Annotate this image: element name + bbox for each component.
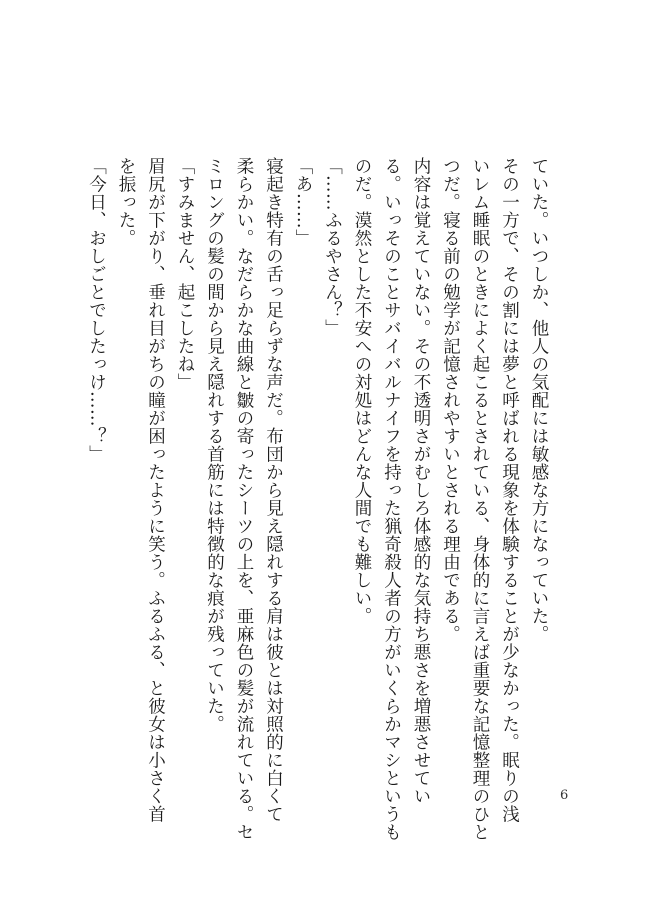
dialogue-line: 「すみません、起こしたね」 (175, 157, 195, 391)
text-line: ミロングの髪の間から見え隠れする首筋には特徴的な痕が残っていた。 (204, 157, 225, 733)
text-line: その一方で、その割には夢と呼ばれる現象を体験することが少なかった。眠りの浅 (499, 157, 520, 823)
dialogue-line: 「あ……」 (293, 157, 313, 247)
text-line: 寝起き特有の舌っ足らずな声だ。布団から見え隠れする肩は彼とは対照的に白くて (263, 157, 284, 823)
dialogue-line: 「……ふるやさん？」 (322, 157, 343, 337)
text-line: を振った。 (116, 157, 136, 247)
text-line: 内容は覚えていない。その不透明さがむしろ体感的な気持ち悪さを増悪させてい (411, 157, 431, 805)
text-line: ていた。いつしか、他人の気配には敏感な方になっていた。 (529, 157, 549, 643)
text-line: 眉尻が下がり、垂れ目がちの瞳が困ったように笑う。ふるふる、と彼女は小さく首 (145, 157, 166, 823)
text-line: る。いっそのことサバイバルナイフを持った猟奇殺人者の方がいくらかマシというも (381, 157, 402, 841)
vertical-text-body (81, 157, 553, 857)
dialogue-line: 「今日、おしごとでしたっけ……？」 (86, 157, 107, 463)
text-line: いレム睡眠のときによく起こるとされている、身体的に言えば重要な記憶整理のひと (470, 157, 490, 841)
text-line: 柔らかい。なだらかな曲線と皺の寄ったシーツの上を、亜麻色の髪が流れている。セ (234, 157, 254, 841)
text-line: つだ。寝る前の勉学が記憶されやすいとされる理由である。 (440, 157, 461, 643)
page-number: 6 (560, 788, 569, 803)
text-line: のだ。漠然とした不安への対処はどんな人間でも難しい。 (352, 157, 372, 625)
